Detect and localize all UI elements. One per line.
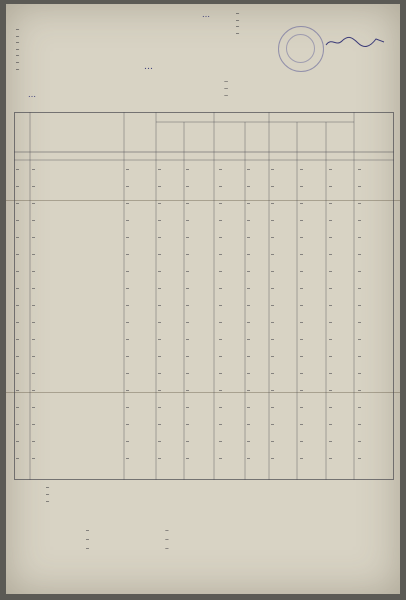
cell-value: … (300, 404, 304, 410)
ministry-header-line: … (16, 65, 20, 72)
summary-line: … (46, 484, 50, 490)
cell-value: … (358, 370, 362, 376)
cell-value: … (186, 251, 190, 257)
cell-value: … (300, 336, 304, 342)
cell-value: … (358, 438, 362, 444)
cell-value: … (329, 387, 333, 393)
cell-value: … (329, 183, 333, 189)
cell-value: … (329, 421, 333, 427)
cell-value: … (329, 166, 333, 172)
cell-value: … (247, 200, 251, 206)
cell-value: … (358, 234, 362, 240)
cell-value: … (247, 319, 251, 325)
cell-value: … (126, 387, 130, 393)
cell-value: … (271, 319, 275, 325)
cell-value: … (300, 217, 304, 223)
cell-value: … (247, 387, 251, 393)
row-number: … (16, 370, 20, 376)
cell-value: … (300, 455, 304, 461)
cell-value: … (247, 251, 251, 257)
signatory-role: … (86, 536, 90, 542)
item-name: … (32, 319, 36, 325)
cell-value: … (158, 319, 162, 325)
ministry-header-line: … (16, 26, 20, 32)
cell-value: … (219, 217, 223, 223)
cell-value: … (358, 455, 362, 461)
row-number: … (16, 183, 20, 189)
cell-value: … (358, 421, 362, 427)
row-number: … (16, 421, 20, 427)
cell-value: … (300, 438, 304, 444)
cell-value: … (219, 200, 223, 206)
row-number: … (16, 404, 20, 410)
cell-value: … (300, 319, 304, 325)
table-row (14, 249, 394, 259)
cell-value: … (271, 455, 275, 461)
table-row (14, 283, 394, 293)
cell-value: … (271, 217, 275, 223)
row-number: … (16, 217, 20, 223)
cell-value: … (329, 217, 333, 223)
row-number: … (16, 302, 20, 308)
cell-value: … (186, 183, 190, 189)
cell-value: … (219, 455, 223, 461)
table-row (14, 368, 394, 378)
table-row (14, 436, 394, 446)
cell-value: … (126, 183, 130, 189)
cell-value: … (247, 285, 251, 291)
cell-value: … (329, 336, 333, 342)
approval-line: … (236, 10, 240, 16)
cell-value: … (300, 387, 304, 393)
cell-value: … (126, 404, 130, 410)
cell-value: … (329, 285, 333, 291)
cell-value: … (219, 285, 223, 291)
row-number: … (16, 319, 20, 325)
item-name: … (32, 183, 36, 189)
signature-mark (92, 530, 162, 531)
cell-value: … (158, 404, 162, 410)
cell-value: … (329, 438, 333, 444)
cell-value: … (329, 353, 333, 359)
item-name: … (32, 166, 36, 172)
cell-value: … (158, 183, 162, 189)
cell-value: … (186, 438, 190, 444)
cell-value: … (247, 404, 251, 410)
table-row (14, 300, 394, 310)
cell-value: … (158, 251, 162, 257)
table-row (14, 351, 394, 361)
handwritten-note-top: … (202, 10, 210, 19)
table-row (14, 385, 394, 395)
cell-value: … (300, 183, 304, 189)
table-row (14, 198, 394, 208)
approval-line: … (236, 16, 240, 23)
cell-value: … (271, 251, 275, 257)
cell-value: … (186, 268, 190, 274)
cell-value: … (186, 353, 190, 359)
cell-value: … (186, 234, 190, 240)
cell-value: … (158, 268, 162, 274)
cell-value: … (126, 251, 130, 257)
signatory-line (86, 526, 336, 535)
signatory-role: … (86, 545, 90, 551)
cell-value: … (158, 200, 162, 206)
cell-value: … (271, 285, 275, 291)
cell-value: … (126, 302, 130, 308)
item-name: … (32, 302, 36, 308)
signatory-role: … (86, 527, 90, 533)
cell-value: … (247, 336, 251, 342)
cell-value: … (300, 251, 304, 257)
row-number: … (16, 336, 20, 342)
row-number: … (16, 353, 20, 359)
ministry-header-line: … (16, 52, 20, 59)
cell-value: … (126, 353, 130, 359)
signatory-name: … (165, 527, 169, 533)
cell-value: … (219, 387, 223, 393)
cell-value: … (300, 268, 304, 274)
cell-value: … (329, 251, 333, 257)
table-row (14, 232, 394, 242)
cell-value: … (300, 353, 304, 359)
cell-value: … (329, 234, 333, 240)
cell-value: … (358, 353, 362, 359)
handwritten-note-left: … (28, 90, 36, 99)
ministry-header-line: … (16, 39, 20, 46)
cell-value: … (186, 404, 190, 410)
item-name: … (32, 387, 36, 393)
row-number: … (16, 387, 20, 393)
cell-value: … (186, 336, 190, 342)
cell-value: … (219, 251, 223, 257)
cell-value: … (329, 302, 333, 308)
item-name: … (32, 370, 36, 376)
item-name: … (32, 421, 36, 427)
cell-value: … (271, 421, 275, 427)
ministry-header-line: … (16, 58, 20, 65)
handwritten-number: … (144, 62, 153, 72)
cell-value: … (247, 455, 251, 461)
cell-value: … (329, 268, 333, 274)
signatory-line (86, 544, 336, 553)
cell-value: … (358, 404, 362, 410)
cell-value: … (358, 217, 362, 223)
cell-value: … (300, 166, 304, 172)
cell-value: … (271, 268, 275, 274)
ministry-header-line: … (16, 32, 20, 39)
cell-value: … (271, 166, 275, 172)
signature-mark (92, 548, 162, 549)
cell-value: … (271, 302, 275, 308)
title-line: … (224, 91, 228, 98)
row-number: … (16, 200, 20, 206)
cell-value: … (219, 421, 223, 427)
cell-value: … (158, 353, 162, 359)
table-row (14, 419, 394, 429)
row-number: … (16, 438, 20, 444)
cell-value: … (219, 268, 223, 274)
approval-signature (324, 34, 386, 53)
cell-value: … (186, 302, 190, 308)
cell-value: … (219, 302, 223, 308)
cell-value: … (219, 370, 223, 376)
cell-value: … (219, 404, 223, 410)
cell-value: … (300, 285, 304, 291)
cell-value: … (247, 438, 251, 444)
cell-value: … (158, 370, 162, 376)
signatory-name: … (165, 545, 169, 551)
cell-value: … (126, 268, 130, 274)
cell-value: … (329, 319, 333, 325)
cell-value: … (126, 370, 130, 376)
row-number: … (16, 268, 20, 274)
cell-value: … (358, 200, 362, 206)
item-name: … (32, 234, 36, 240)
signatory-name: … (165, 536, 169, 542)
cell-value: … (358, 302, 362, 308)
official-seal (278, 26, 324, 72)
cell-value: … (126, 285, 130, 291)
item-name: … (32, 438, 36, 444)
cell-value: … (247, 234, 251, 240)
cell-value: … (271, 370, 275, 376)
cell-value: … (158, 166, 162, 172)
cell-value: … (158, 438, 162, 444)
cell-value: … (358, 268, 362, 274)
cell-value: … (247, 370, 251, 376)
cell-value: … (271, 234, 275, 240)
item-name: … (32, 217, 36, 223)
cell-value: … (158, 421, 162, 427)
cell-value: … (247, 217, 251, 223)
cell-value: … (126, 319, 130, 325)
signature-mark (92, 539, 162, 540)
cell-value: … (358, 285, 362, 291)
cell-value: … (271, 404, 275, 410)
table-row (14, 266, 394, 276)
cell-value: … (329, 370, 333, 376)
cell-value: … (158, 336, 162, 342)
item-name: … (32, 268, 36, 274)
cell-value: … (358, 183, 362, 189)
item-name: … (32, 336, 36, 342)
title-line: … (224, 84, 228, 91)
table-row (14, 453, 394, 463)
cell-value: … (126, 234, 130, 240)
cell-value: … (271, 183, 275, 189)
cell-value: … (186, 421, 190, 427)
cell-value: … (219, 319, 223, 325)
cell-value: … (247, 268, 251, 274)
cell-value: … (329, 200, 333, 206)
cell-value: … (247, 353, 251, 359)
table-row (14, 181, 394, 191)
table-row (14, 317, 394, 327)
cell-value: … (158, 285, 162, 291)
document-page (6, 4, 400, 594)
cell-value: … (300, 200, 304, 206)
cell-value: … (247, 421, 251, 427)
cell-value: … (158, 387, 162, 393)
cell-value: … (186, 200, 190, 206)
cell-value: … (219, 183, 223, 189)
cell-value: … (247, 302, 251, 308)
title-line: … (224, 78, 228, 84)
signature-block (86, 526, 336, 553)
approval-line: … (236, 29, 240, 36)
cell-value: … (300, 234, 304, 240)
row-number: … (16, 166, 20, 172)
cell-value: … (300, 421, 304, 427)
cell-value: … (158, 217, 162, 223)
cell-value: … (300, 302, 304, 308)
cell-value: … (126, 438, 130, 444)
cell-value: … (219, 438, 223, 444)
row-number: … (16, 455, 20, 461)
cell-value: … (186, 217, 190, 223)
approval-line: … (236, 23, 240, 30)
cell-value: … (126, 455, 130, 461)
summary-line: … (46, 497, 50, 504)
table-row (14, 402, 394, 412)
cell-value: … (126, 421, 130, 427)
cell-value: … (271, 200, 275, 206)
cell-value: … (126, 166, 130, 172)
cell-value: … (358, 166, 362, 172)
cell-value: … (126, 336, 130, 342)
cell-value: … (247, 183, 251, 189)
summary-line: … (46, 490, 50, 497)
cell-value: … (358, 336, 362, 342)
table-row (14, 334, 394, 344)
cell-value: … (186, 387, 190, 393)
cell-value: … (300, 370, 304, 376)
cell-value: … (186, 285, 190, 291)
capital-works-table (14, 112, 394, 480)
row-number: … (16, 285, 20, 291)
cell-value: … (329, 404, 333, 410)
cell-value: … (158, 455, 162, 461)
cell-value: … (247, 166, 251, 172)
table-row (14, 215, 394, 225)
cell-value: … (219, 353, 223, 359)
cell-value: … (271, 353, 275, 359)
item-name: … (32, 404, 36, 410)
cell-value: … (271, 438, 275, 444)
cell-value: … (358, 319, 362, 325)
cell-value: … (219, 234, 223, 240)
cell-value: … (358, 387, 362, 393)
item-name: … (32, 285, 36, 291)
row-number: … (16, 234, 20, 240)
cell-value: … (358, 251, 362, 257)
cell-value: … (271, 336, 275, 342)
cell-value: … (186, 370, 190, 376)
cell-value: … (219, 166, 223, 172)
cell-value: … (126, 217, 130, 223)
item-name: … (32, 455, 36, 461)
cell-value: … (329, 455, 333, 461)
ministry-header-line: … (16, 45, 20, 52)
summary-notes (46, 484, 386, 504)
table-row (14, 164, 394, 174)
cell-value: … (271, 387, 275, 393)
cell-value: … (219, 336, 223, 342)
cell-value: … (126, 200, 130, 206)
row-number: … (16, 251, 20, 257)
document-title (126, 78, 326, 98)
cell-value: … (186, 166, 190, 172)
item-name: … (32, 353, 36, 359)
item-name: … (32, 251, 36, 257)
cell-value: … (158, 234, 162, 240)
cell-value: … (186, 319, 190, 325)
item-name: … (32, 200, 36, 206)
signatory-line (86, 535, 336, 544)
cell-value: … (186, 455, 190, 461)
cell-value: … (158, 302, 162, 308)
